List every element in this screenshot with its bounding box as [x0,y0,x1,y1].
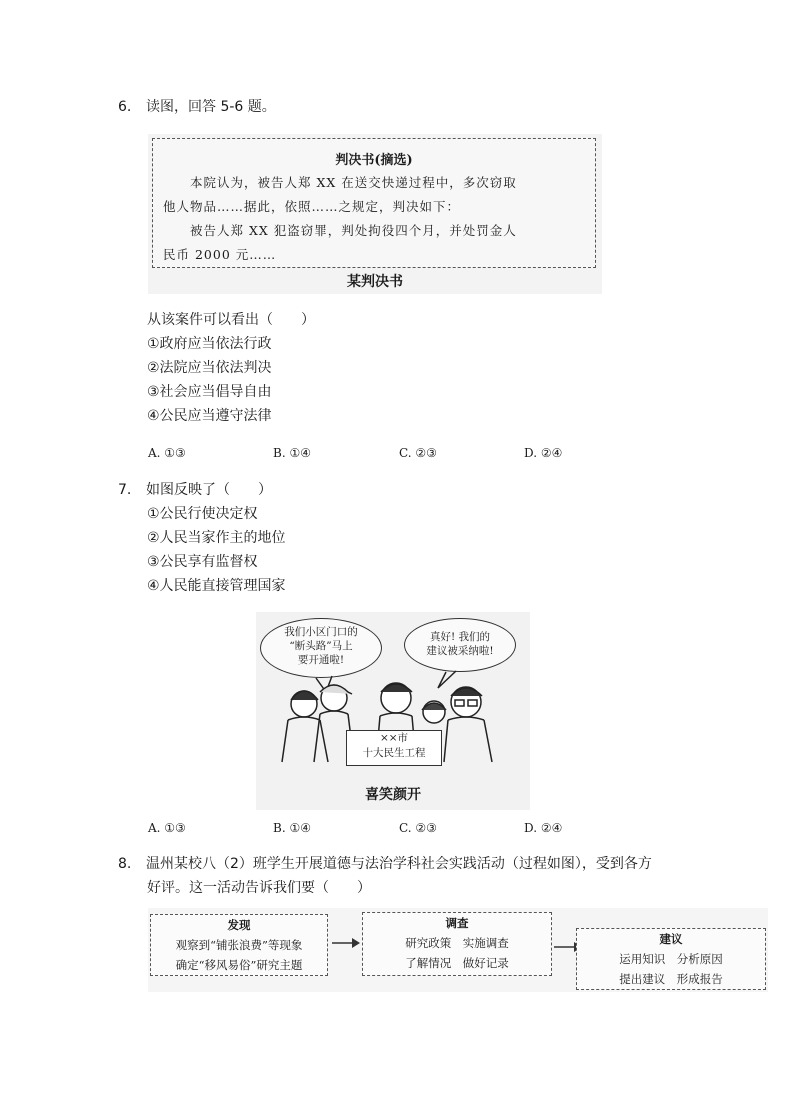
question-6-stem [118,96,276,118]
statement-item: ①政府应当依法行政 [147,336,272,352]
banner-line: 十大民生工程 [362,747,426,759]
statement-item: ①公民行使决定权 [147,506,258,522]
bubble-line: 要开通啦! [297,654,345,666]
question-number: 7. [118,482,132,498]
question-stem-text: 读图，回答 5-6 题。 [146,99,276,115]
flow-step-line: 运用知识 分析原因 [619,952,723,966]
choice-c[interactable]: C. ②③ [399,446,437,460]
figure-caption: 喜笑颜开 [365,787,421,803]
statement-item: ③社会应当倡导自由 [147,384,272,400]
choice-a[interactable]: A. ①③ [148,821,186,835]
bubble-line: 我们小区门口的 [284,626,358,638]
statement-item: ③公民享有监督权 [147,554,258,570]
judgment-line: 他人物品……据此，依照……之规定，判决如下： [163,199,461,214]
flow-step-title: 调查 [445,916,469,930]
judgment-line: 民币 2000 元…… [163,247,277,262]
question-stem-text: 如图反映了（ ） [146,482,272,498]
flow-step-line: 确定“移风易俗”研究主题 [175,958,303,972]
flow-step-title: 发现 [227,918,251,932]
flow-step-suggest [576,928,766,990]
judgment-body [163,171,585,267]
judgment-line: 本院认为，被告人郑 XX 在送交快递过程中，多次窃取 [163,175,517,190]
judgment-line: 被告人郑 XX 犯盗窃罪，判处拘役四个月，并处罚金人 [163,223,517,238]
banner [346,730,442,766]
question-number: 6. [118,99,132,115]
statement-item: ②法院应当依法判决 [147,360,272,376]
question-number: 8. [118,856,132,872]
question-stem-continued: 好评。这一活动告诉我们要（ ） [147,880,371,896]
banner-line: ××市 [379,732,409,744]
choice-b[interactable]: B. ①④ [273,821,311,835]
statement-item: ②人民当家作主的地位 [147,530,286,546]
arrow-right-icon [330,936,362,950]
cartoon-figure [256,612,530,810]
judgment-title: 判决书(摘选) [335,153,413,168]
statement-item: ④人民能直接管理国家 [147,578,286,594]
flow-step-line: 了解情况 做好记录 [405,956,509,970]
statement-item: ④公民应当遵守法律 [147,408,272,424]
judgment-excerpt-box [152,138,596,268]
flow-step-line: 观察到“铺张浪费”等现象 [175,938,303,952]
flow-step-discover [150,914,328,976]
question-prompt: 从该案件可以看出（ ） [147,312,315,328]
flow-step-title: 建议 [659,932,683,946]
question-stem-text: 温州某校八（2）班学生开展道德与法治学科社会实践活动（过程如图），受到各方 [146,856,652,872]
choice-a[interactable]: A. ①③ [148,446,186,460]
flow-step-line: 研究政策 实施调查 [405,936,509,950]
bubble-line: “断头路”马上 [289,640,353,652]
figure-caption: 某判决书 [347,274,403,290]
question-8-stem [118,853,652,875]
flow-step-investigate [362,912,552,976]
choice-b[interactable]: B. ①④ [273,446,311,460]
bubble-line: 建议被采纳啦! [426,645,494,657]
bubble-line: 真好! 我们的 [429,631,491,643]
choice-c[interactable]: C. ②③ [399,821,437,835]
question-7-stem [118,479,272,501]
flow-step-line: 提出建议 形成报告 [619,972,723,986]
choice-d[interactable]: D. ②④ [524,821,563,835]
judgment-figure [148,134,602,294]
process-flow-figure [148,908,768,992]
choice-d[interactable]: D. ②④ [524,446,563,460]
